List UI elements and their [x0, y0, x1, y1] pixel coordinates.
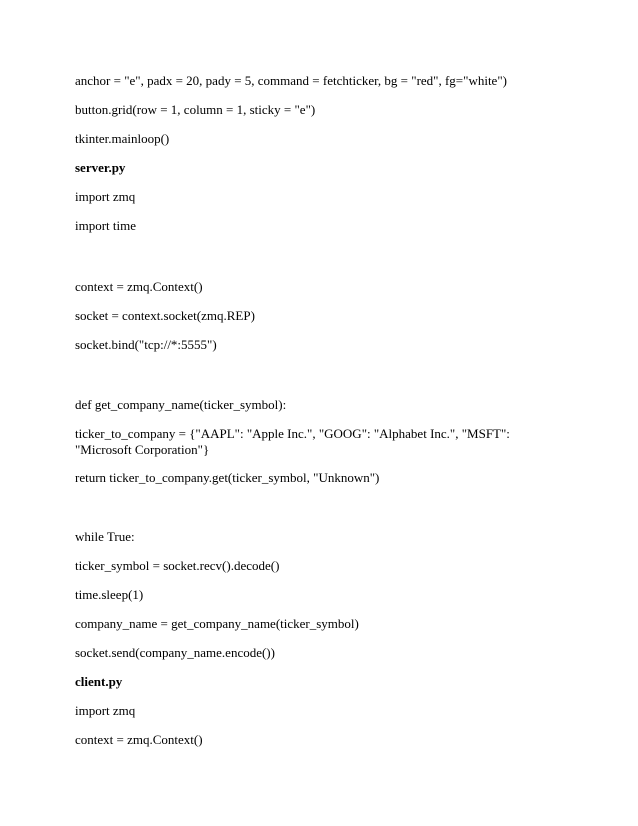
- code-line-client-context: context = zmq.Context(): [75, 732, 203, 747]
- code-line-anchor-args: anchor = "e", padx = 20, pady = 5, command = fetchticker, bg = "red", fg="white"): [75, 73, 507, 88]
- code-line-company-name: company_name = get_company_name(ticker_symbol): [75, 616, 359, 631]
- code-line-client-import-zmq: import zmq: [75, 703, 136, 718]
- code-line-import-zmq: import zmq: [75, 189, 136, 204]
- code-line-ticker-dict: ticker_to_company = {"AAPL": "Apple Inc.", "GOOG": "Alphabet Inc.", "MSFT": "Microsoft Corporation"}: [75, 426, 514, 457]
- code-line-def-get-company: def get_company_name(ticker_symbol):: [75, 397, 287, 412]
- code-line-return: return ticker_to_company.get(ticker_symbol, "Unknown"): [75, 470, 380, 485]
- code-line-import-time: import time: [75, 218, 137, 233]
- code-line-socket-bind: socket.bind("tcp://*:5555"): [75, 337, 217, 352]
- code-line-recv: ticker_symbol = socket.recv().decode(): [75, 558, 280, 573]
- code-line-while-true: while True:: [75, 529, 135, 544]
- section-heading-client: client.py: [75, 674, 123, 689]
- code-line-button-grid: button.grid(row = 1, column = 1, sticky = "e"): [75, 102, 316, 117]
- code-line-send: socket.send(company_name.encode()): [75, 645, 275, 660]
- code-line-socket: socket = context.socket(zmq.REP): [75, 308, 255, 323]
- code-line-mainloop: tkinter.mainloop(): [75, 131, 170, 146]
- code-line-context: context = zmq.Context(): [75, 279, 203, 294]
- code-line-sleep: time.sleep(1): [75, 587, 144, 602]
- section-heading-server: server.py: [75, 160, 126, 175]
